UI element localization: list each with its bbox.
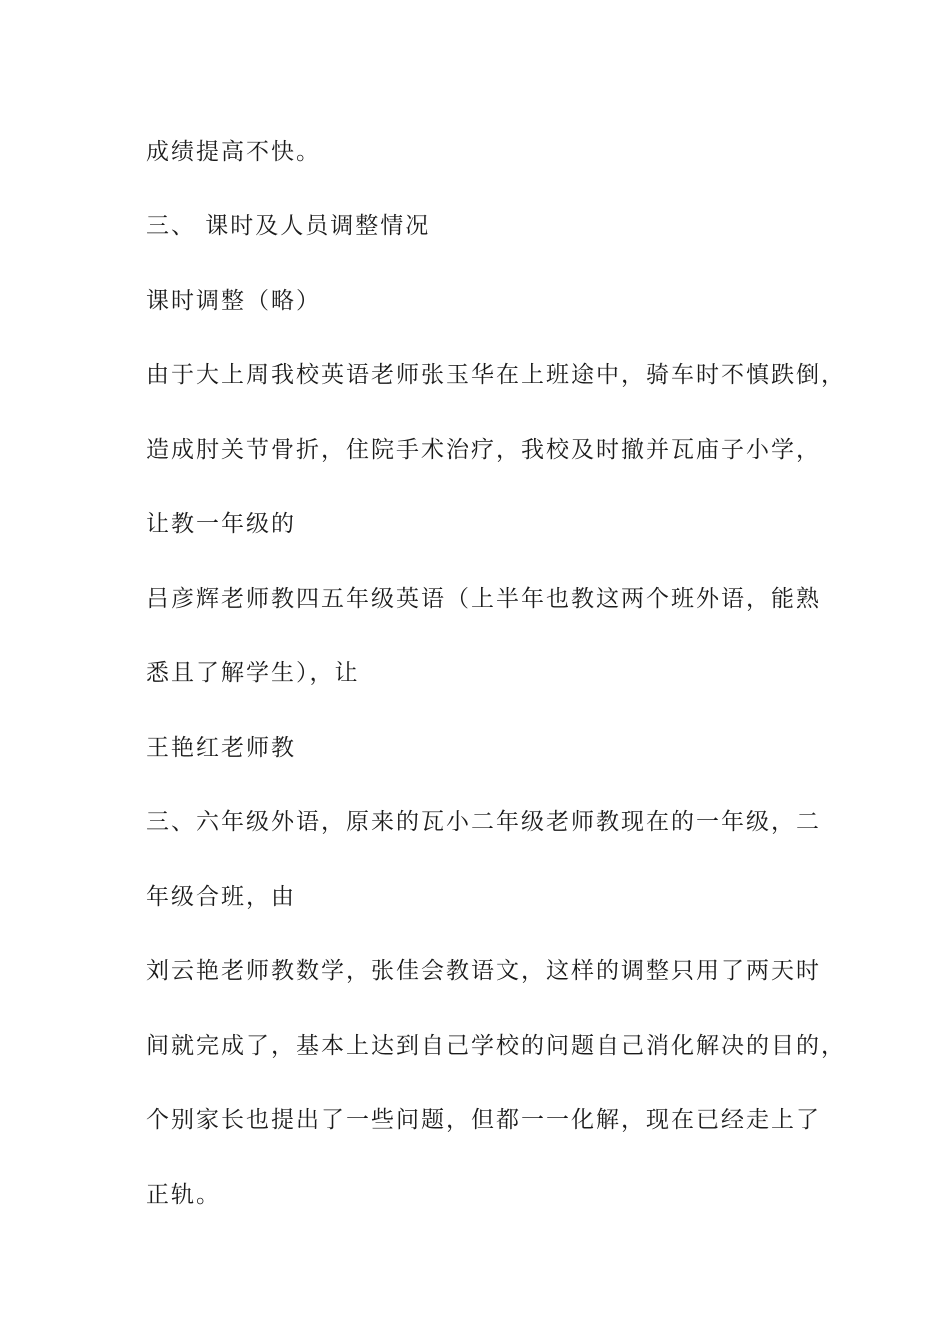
text-line: 年级合班，由 [146, 884, 296, 910]
text-line: 吕彦辉老师教四五年级英语（上半年也教这两个班外语，能熟 [146, 586, 821, 612]
text-line: 造成肘关节骨折，住院手术治疗，我校及时撤并瓦庙子小学， [146, 437, 821, 463]
text-line: 间就完成了，基本上达到自己学校的问题自己消化解决的目的， [146, 1033, 846, 1059]
text-line: 正轨。 [146, 1182, 221, 1208]
text-line: 成绩提高不快。 [146, 139, 321, 165]
text-line: 让教一年级的 [146, 511, 296, 537]
section-heading: 三、 课时及人员调整情况 [146, 213, 431, 239]
text-line: 三、六年级外语，原来的瓦小二年级老师教现在的一年级，二 [146, 809, 821, 835]
text-line: 个别家长也提出了一些问题，但都一一化解，现在已经走上了 [146, 1107, 821, 1133]
sub-heading: 课时调整（略） [146, 288, 321, 314]
text-line: 王艳红老师教 [146, 735, 296, 761]
text-line: 刘云艳老师教数学，张佳会教语文，这样的调整只用了两天时 [146, 958, 821, 984]
text-line: 悉且了解学生），让 [146, 660, 360, 686]
text-line: 由于大上周我校英语老师张玉华在上班途中，骑车时不慎跌倒， [146, 362, 846, 388]
